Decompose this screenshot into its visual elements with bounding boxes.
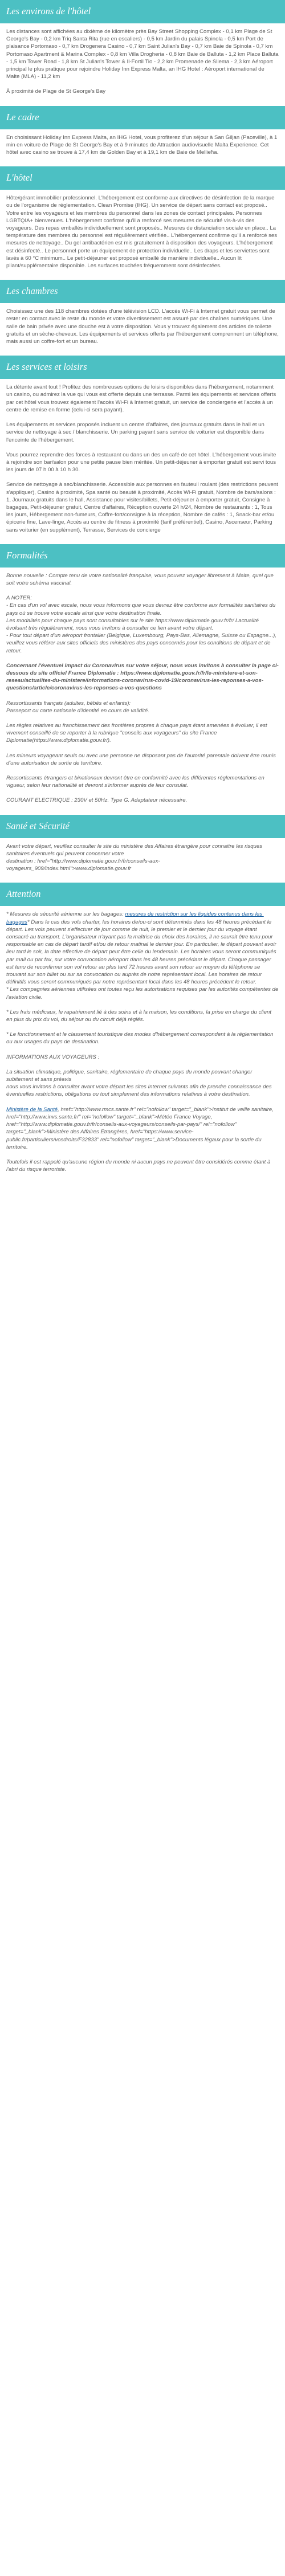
section-title: Les environs de l'hôtel	[0, 0, 285, 23]
section-chambres	[0, 280, 285, 345]
page	[0, 0, 285, 1173]
section-environs	[0, 0, 285, 96]
paragraph: Avant votre départ, veuillez consulter le site du ministère des Affaires étrangère pour connaitre les risques sanitaires éventuels qui peuvent concerner votre destination : href="http://www.diplomatie.gouv.fr/fr/conseils-aux-voyageurs_909/index.html">www.diplomatie.gouv.fr	[6, 843, 263, 872]
paragraph	[6, 1106, 279, 1151]
coronavirus-notice: Concernant l'éventuel impact du Coronavirus sur votre séjour, nous vous invitons à consulter la page ci-dessous du site officiel France Diplomatie : https://www.diplomatie.gouv.fr/fr/le-ministere-et-son-reseau/actualites-du-ministere/informations-coronavirus-covid-19/coronavirus-les-reponses-a-vos-questions/article/coronavirus-les-reponses-a-vos-questions	[6, 662, 279, 692]
section-formalites	[0, 544, 285, 805]
section-title: Le cadre	[0, 106, 285, 129]
section-hotel	[0, 166, 285, 270]
liquids-restriction-link[interactable]: mesures de restriction sur les liquides contenus dans les bagages	[6, 911, 264, 925]
paragraph: Les distances sont affichées au dixième de kilomètre près Bay Street Shopping Complex - 0,1 km Plage de St George's Bay - 0,2 km Triq Santa Rita (rue en escaliers) - 0,5 km Jardin du palais Spinola - 0,5 km Port de plaisance Portomaso - 0,7 km Drogenera Casino - 0,7 km Saint Julian's Bay - 0,7 km Baie de Spinola - 0,7 km Portomaso Apartment & Marina Complex - 0,8 km Villa Drogheria - 0,8 km Baie de Balluta - 1,2 km Place Balluta - 1,5 km Tower Road - 1,8 km St Julian's Tower & Il-Fortil Tio - 2,2 km Promenade de Sliema - 2,3 km Aéroport principal le plus pratique pour rejoindre Holiday Inn Express Malta, an IHG Hotel : Aéroport international de Malte (MLA) - 11,2 km	[6, 28, 280, 80]
section-sante	[0, 815, 285, 873]
paragraph: Vous pourrez reprendre des forces à restaurant ou dans un des un café de cet hôtel. L'hébergement vous invite à rejoindre son bar/salon pour une petite pause bien méritée. Un petit-déjeuner à emporter gratuit est servi tous les jours de 07 h 00 à 10 h 30.	[6, 451, 278, 473]
paragraph: Choisissez une des 118 chambres dotées d'une télévision LCD. L'accès Wi-Fi à Internet gratuit vous permet de rester en contact avec le reste du monde et votre divertissement est assuré par des chaînes numériques. Une salle de bain privée avec une douche est à votre disposition. Vous y trouvez également des articles de toilette gratuits et un sèche-cheveux. Les équipements et services offerts par l'hébergement comprennent un téléphone, mais aussi un coffre-fort et un bureau.	[6, 308, 280, 345]
paragraph-lead: * Mesures de sécurité aérienne sur les bagages:	[6, 911, 125, 918]
paragraph: Les équipements et services proposés incluent un centre d'affaires, des journaux gratuits dans le hall et un service de nettoyage à sec / blanchisserie. Un parking payant sans service de voiturier est disponible dans l'enceinte de l'hébergement.	[6, 422, 266, 443]
paragraph: INFORMATIONS AUX VOYAGEURS :	[6, 1054, 100, 1060]
paragraph: Hôte/gérant immobilier professionnel. L'hébergement est conforme aux directives de désinfection de la marque ou de l'organisme de réglementation. Clean Promise (IHG). Un service de départ sans contact est proposé.. Votre entre les voyageurs et les membres du personnel dans les zones de contact principales. Personnes LGBTQIA+ bienvenues. L'hébergement confirme qu'il a renforcé ses mesures de sécurité vis-à-vis des voyageurs. Des repas emballés individuellement sont proposés.. Mesures de distanciation sociale en place.. La température des membres du personnel est régulièrement vérifiée.. L'hébergement confirme qu'il a renforcé ses mesures de nettoyage.. Du gel antibactérien est mis gratuitement à disposition des voyageurs. L'hébergement est désinfecté.. Le personnel porte un équipement de protection individuelle.. Les draps et les serviettes sont lavés à 60 °C minimum.. Le petit-déjeuner est proposé emballé de manière individuelle.. Aucun lit pliant/supplémentaire disponible. Les surfaces touchées fréquemment sont désinfectées.	[6, 195, 279, 270]
section-title: Formalités	[0, 544, 285, 568]
section-title: Les chambres	[0, 280, 285, 303]
paragraph-rest: , href="http://www.rmcs.sante.fr" rel="nofollow" target="_blank">Institut de veille sanitaire, href="http://www.invs.sante.fr/" rel="nofollow" target="_blank">Météo France Voyage, href="http://www.diplomatie.gouv.fr/fr/conseils-aux-voyageurs/conseils-par-pays/" rel="nofollow" target="_blank">Ministère des Affaires Étrangères, href="https://www.service-public.fr/particuliers/vosdroits/F32833" rel="nofollow" target="_blank">Documents légaux pour la sortie du territoire.	[6, 1106, 275, 1150]
section-title: Santé et Sécurité	[0, 815, 285, 838]
paragraph: Les mineurs voyageant seuls ou avec une personne ne disposant pas de l'autorité parentale doivent être munis d'une autorisation de sortie de territoire.	[6, 752, 278, 766]
paragraph-rest: * Dans le cas des vols charter, les horaires de/ou-ci sont déterminés dans les 48 heures précédant le départ. Les vols peuvent s'effectuer de jour comme de nuit, le premier et le dernier jour du voyage étant consacré au transport. L'organisateur n'ayant pas la maîtrise du choix des horaires, il ne saurait être tenu pour responsable en cas de départ tardif et/ou de retour matinal le dernier jour. En particulier, le départ pouvant avoir lieu tard le soir, la date effective de départ peut être celle du lendemain. Les horaires vous seront communiqués par mail ou par fax, sur votre convocation aéroport dans les 48 heures précédant le départ. Chaque passager est tenu de reconfirmer son vol retour au plus tard 72 heures avant son retour au moyen du téléphone se trouvant sur son billet ou sur sa convocation ou auprès de notre représentant local. Les horaires de retour définitifs vous seront communiqués par notre représentant local dans les 48 heures précédent le retour. * Les compagnies aériennes utilisées ont toutes reçu les autorisations requises par les autorités compétentes de l'aviation civile.	[6, 918, 279, 1001]
paragraph: Bonne nouvelle : Compte tenu de votre nationalité française, vous pouvez voyager librement à Malte, quel que soit votre schéma vaccinal.	[6, 572, 275, 586]
paragraph: À proximité de Plage de St George's Bay	[6, 88, 106, 95]
section-title: Attention	[0, 883, 285, 906]
paragraph: Les règles relatives au franchissement des frontières propres à chaque pays étant amenées à évoluer, il est vivement conseillé de se reporter à la rubrique "conseils aux voyageurs" du site France Diplomatie(https://www.diplomatie.gouv.fr/).	[6, 722, 269, 744]
section-services	[0, 356, 285, 533]
paragraph: Ressortissants étrangers et binationaux devront être en conformité avec les différentes réglementations en vigueur, selon leur nationalité et devront s'informer auprès de leur consulat.	[6, 775, 266, 789]
ministere-sante-link[interactable]: Ministère de la Santé	[6, 1106, 58, 1113]
paragraph: Ressortissants français (adultes, bébés et enfants): Passeport ou carte nationale d'identité en cours de validité.	[6, 700, 149, 714]
paragraph: En choisissant Holiday Inn Express Malta, an IHG Hotel, vous profiterez d'un séjour à San Ġiljan (Paceville), à 1 min en voiture de Plage de St George's Bay et à 9 minutes de Attraction audiovisuelle Malta Experience. Cet hôtel avec casino se trouve à 17,4 km de Golden Bay et à 19,1 km de Baie de Mellieħa.	[6, 134, 279, 156]
paragraph: COURANT ELECTRIQUE : 230V et 50Hz. Type G. Adaptateur nécessaire.	[6, 797, 188, 804]
section-cadre	[0, 106, 285, 157]
paragraph	[6, 911, 279, 1001]
paragraph: La détente avant tout ! Profitez des nombreuses options de loisirs disponibles dans l'hébergement, notamment un casino, ou admirez la vue qui vous est offerte depuis une terrasse. Parmi les équipements et services offerts par cet hôtel vous trouvez également l'accès Wi-Fi à Internet gratuit, un service de conciergerie et l'accès à un centre de remise en forme (celui-ci sera payant).	[6, 384, 278, 413]
paragraph: * Le fonctionnement et le classement touristique des modes d'hébergement correspondent à la réglementation ou aux usages du pays de destination.	[6, 1031, 275, 1046]
paragraph: La situation climatique, politique, sanitaire, réglementaire de chaque pays du monde pouvant changer subitement et sans préavis nous vous invitons à consulter avant votre départ les sites Internet suivants afin de prendre connaissance des éventuelles restrictions, obligations ou tout simplement des informations relatives à votre destination.	[6, 1068, 272, 1098]
paragraph: * Les frais médicaux, le rapatriement lié à des soins et à la maison, les conditions, la prise en charge du client en plus du prix du vol, du séjour ou du circuit déjà réglés.	[6, 1009, 273, 1023]
section-title: Les services et loisirs	[0, 356, 285, 379]
paragraph: A NOTER: - En cas d'un vol avec escale, nous vous informons que vous devrez être conforme aux formalités sanitaires du pays où se trouve votre escale ainsi que votre destination finale. Les modalités pour chaque pays sont consultables sur le site https://www.diplomatie.gouv.fr/fr/ Lactualité évoluant très régulièrement, nous vous invitons à consulter ce lien avant votre départ. - Pour tout départ d'un aéroport frontalier (Belgique, Luxembourg, Pays-Bas, Allemagne, Suisse ou Espagne...), veuillez vous référer aux sites officiels des ministères des pays concernés pour les conditions de départ et de retour.	[6, 595, 276, 654]
section-title: L'hôtel	[0, 166, 285, 190]
section-attention	[0, 883, 285, 1173]
paragraph: Toutefois il est rappelé qu'aucune région du monde ni aucun pays ne peuvent être considérés comme étant à l'abri du risque terroriste.	[6, 1158, 272, 1173]
paragraph: Service de nettoyage à sec/blanchisserie. Accessible aux personnes en fauteuil roulant (des restrictions peuvent s'appliquer), Casino à proximité, Spa santé ou beauté à proximité, Accès Wi-Fi gratuit, Nombre de bars/salons : 1, Journaux gratuits dans le hall, Assistance pour visites/billets, Petit-déjeuner à emporter gratuit, Consigne à bagages, Petit-déjeuner gratuit, Centre d'affaires, Réception ouverte 24 h/24, Nombre de restaurants : 1, Tous les jours, Hébergement non-fumeurs, Coffre-fort/consigne à la réception, Nombre de cafés : 1, Snack-bar et/ou épicerie fine, Lave-linge, Accès au centre de fitness à proximité (tarif préférentiel), Casino, Ascenseur, Parking sans voiturier (en supplément), Terrasse, Services de concierge	[6, 481, 280, 533]
